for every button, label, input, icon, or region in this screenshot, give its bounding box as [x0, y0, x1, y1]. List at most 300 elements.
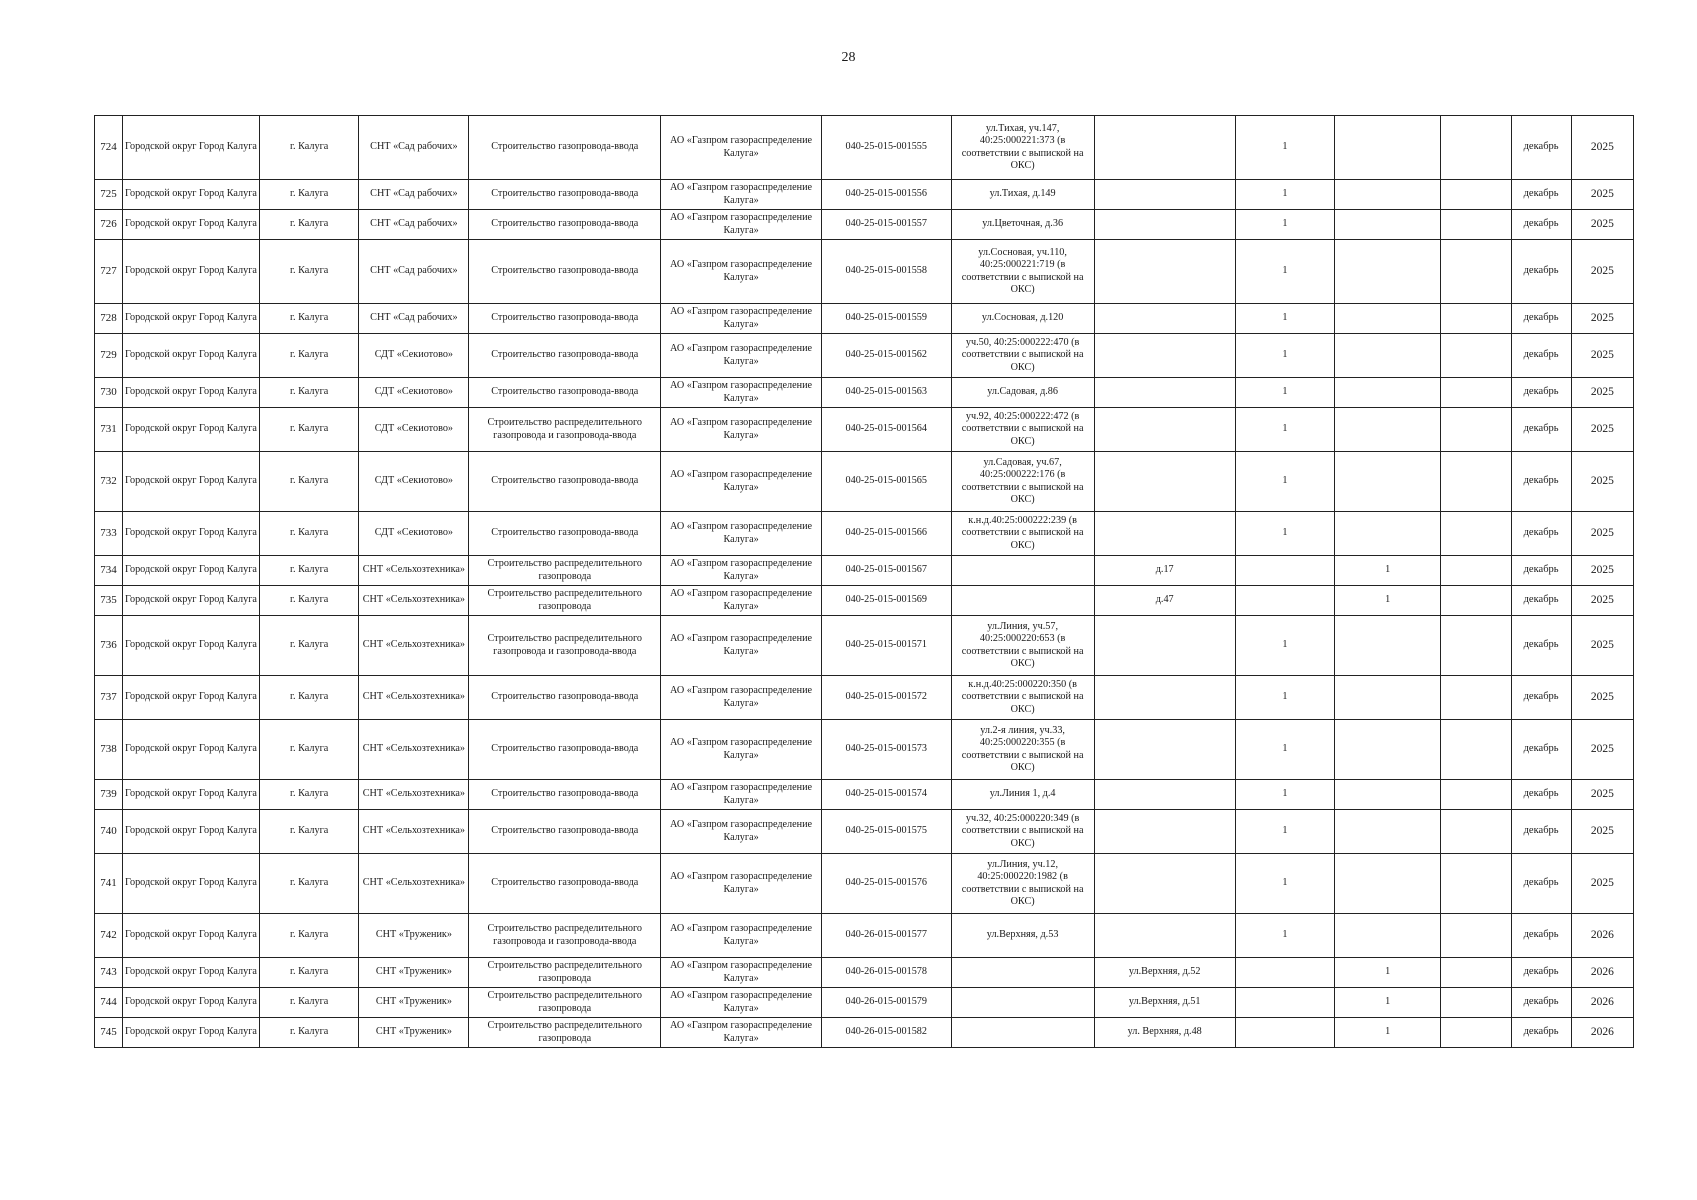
empty-cell	[1441, 512, 1512, 556]
row-number: 733	[95, 512, 123, 556]
empty-cell	[1441, 586, 1512, 616]
count-distribution-cell	[1335, 210, 1441, 240]
year-cell: 2025	[1571, 676, 1633, 720]
operator-cell: АО «Газпром газораспределение Калуга»	[661, 556, 822, 586]
row-number: 731	[95, 408, 123, 452]
settlement-cell: СНТ «Сад рабочих»	[359, 240, 469, 304]
distribution-address-cell	[1094, 720, 1235, 780]
object-code-cell: 040-25-015-001557	[821, 210, 951, 240]
object-code-cell: 040-25-015-001569	[821, 586, 951, 616]
work-type-cell: Строительство распределительного газопровода	[469, 556, 661, 586]
row-number: 739	[95, 780, 123, 810]
work-type-cell: Строительство газопровода-ввода	[469, 810, 661, 854]
count-inlet-cell: 1	[1235, 616, 1335, 676]
empty-cell	[1441, 180, 1512, 210]
address-cell: ул.Тихая, уч.147, 40:25:000221:373 (в соответствии с выпиской на ОКС)	[951, 116, 1094, 180]
empty-cell	[1441, 958, 1512, 988]
district-cell: Городской округ Город Калуга	[123, 452, 260, 512]
object-code-cell: 040-25-015-001567	[821, 556, 951, 586]
count-distribution-cell	[1335, 780, 1441, 810]
operator-cell: АО «Газпром газораспределение Калуга»	[661, 720, 822, 780]
month-cell: декабрь	[1511, 556, 1571, 586]
page-number: 28	[841, 50, 856, 65]
operator-cell: АО «Газпром газораспределение Калуга»	[661, 676, 822, 720]
address-cell: уч.92, 40:25:000222:472 (в соответствии с выпиской на ОКС)	[951, 408, 1094, 452]
month-cell: декабрь	[1511, 958, 1571, 988]
operator-cell: АО «Газпром газораспределение Калуга»	[661, 914, 822, 958]
empty-cell	[1441, 1018, 1512, 1048]
table-row	[95, 210, 1634, 240]
distribution-address-cell	[1094, 810, 1235, 854]
district-cell: Городской округ Город Калуга	[123, 676, 260, 720]
count-inlet-cell: 1	[1235, 854, 1335, 914]
month-cell: декабрь	[1511, 854, 1571, 914]
district-cell: Городской округ Город Калуга	[123, 988, 260, 1018]
row-number: 736	[95, 616, 123, 676]
table-row	[95, 988, 1634, 1018]
address-cell: ул.Садовая, уч.67, 40:25:000222:176 (в соответствии с выпиской на ОКС)	[951, 452, 1094, 512]
count-inlet-cell	[1235, 556, 1335, 586]
operator-cell: АО «Газпром газораспределение Калуга»	[661, 378, 822, 408]
count-distribution-cell	[1335, 240, 1441, 304]
row-number: 724	[95, 116, 123, 180]
city-cell: г. Калуга	[259, 958, 359, 988]
month-cell: декабрь	[1511, 586, 1571, 616]
city-cell: г. Калуга	[259, 408, 359, 452]
address-cell: уч.50, 40:25:000222:470 (в соответствии с выпиской на ОКС)	[951, 334, 1094, 378]
count-inlet-cell: 1	[1235, 180, 1335, 210]
month-cell: декабрь	[1511, 720, 1571, 780]
operator-cell: АО «Газпром газораспределение Калуга»	[661, 1018, 822, 1048]
year-cell: 2025	[1571, 304, 1633, 334]
table-row	[95, 334, 1634, 378]
count-distribution-cell	[1335, 378, 1441, 408]
work-type-cell: Строительство газопровода-ввода	[469, 720, 661, 780]
distribution-address-cell	[1094, 914, 1235, 958]
count-distribution-cell	[1335, 676, 1441, 720]
settlement-cell: СДТ «Секиотово»	[359, 452, 469, 512]
count-inlet-cell	[1235, 988, 1335, 1018]
year-cell: 2025	[1571, 408, 1633, 452]
settlement-cell: СНТ «Труженик»	[359, 958, 469, 988]
address-cell: к.н.д.40:25:000220:350 (в соответствии с выпиской на ОКС)	[951, 676, 1094, 720]
object-code-cell: 040-25-015-001555	[821, 116, 951, 180]
month-cell: декабрь	[1511, 210, 1571, 240]
object-code-cell: 040-25-015-001573	[821, 720, 951, 780]
work-type-cell: Строительство газопровода-ввода	[469, 452, 661, 512]
object-code-cell: 040-25-015-001572	[821, 676, 951, 720]
settlement-cell: СНТ «Сельхозтехника»	[359, 676, 469, 720]
month-cell: декабрь	[1511, 988, 1571, 1018]
address-cell: ул.Сосновая, уч.110, 40:25:000221:719 (в соответствии с выпиской на ОКС)	[951, 240, 1094, 304]
table-row	[95, 378, 1634, 408]
address-cell: ул.Тихая, д.149	[951, 180, 1094, 210]
address-cell: ул.Линия, уч.57, 40:25:000220:653 (в соответствии с выпиской на ОКС)	[951, 616, 1094, 676]
district-cell: Городской округ Город Калуга	[123, 210, 260, 240]
table-row	[95, 676, 1634, 720]
distribution-address-cell	[1094, 780, 1235, 810]
empty-cell	[1441, 408, 1512, 452]
year-cell: 2026	[1571, 958, 1633, 988]
operator-cell: АО «Газпром газораспределение Калуга»	[661, 810, 822, 854]
table-row	[95, 720, 1634, 780]
table-row	[95, 854, 1634, 914]
empty-cell	[1441, 810, 1512, 854]
count-distribution-cell	[1335, 616, 1441, 676]
district-cell: Городской округ Город Калуга	[123, 914, 260, 958]
distribution-address-cell: ул.Верхняя, д.52	[1094, 958, 1235, 988]
row-number: 727	[95, 240, 123, 304]
distribution-address-cell	[1094, 180, 1235, 210]
operator-cell: АО «Газпром газораспределение Калуга»	[661, 180, 822, 210]
year-cell: 2025	[1571, 116, 1633, 180]
empty-cell	[1441, 676, 1512, 720]
city-cell: г. Калуга	[259, 676, 359, 720]
address-cell: ул.Линия 1, д.4	[951, 780, 1094, 810]
work-type-cell: Строительство газопровода-ввода	[469, 116, 661, 180]
year-cell: 2026	[1571, 914, 1633, 958]
count-inlet-cell	[1235, 1018, 1335, 1048]
empty-cell	[1441, 304, 1512, 334]
work-type-cell: Строительство распределительного газопровода и газопровода-ввода	[469, 914, 661, 958]
year-cell: 2026	[1571, 1018, 1633, 1048]
city-cell: г. Калуга	[259, 586, 359, 616]
distribution-address-cell	[1094, 304, 1235, 334]
distribution-address-cell	[1094, 210, 1235, 240]
empty-cell	[1441, 720, 1512, 780]
object-code-cell: 040-25-015-001566	[821, 512, 951, 556]
distribution-address-cell	[1094, 616, 1235, 676]
address-cell: ул.Верхняя, д.53	[951, 914, 1094, 958]
distribution-address-cell	[1094, 408, 1235, 452]
work-type-cell: Строительство газопровода-ввода	[469, 334, 661, 378]
work-type-cell: Строительство газопровода-ввода	[469, 378, 661, 408]
district-cell: Городской округ Город Калуга	[123, 116, 260, 180]
city-cell: г. Калуга	[259, 914, 359, 958]
object-code-cell: 040-25-015-001565	[821, 452, 951, 512]
month-cell: декабрь	[1511, 304, 1571, 334]
row-number: 732	[95, 452, 123, 512]
address-cell	[951, 1018, 1094, 1048]
count-inlet-cell	[1235, 958, 1335, 988]
count-inlet-cell: 1	[1235, 116, 1335, 180]
settlement-cell: СНТ «Сельхозтехника»	[359, 780, 469, 810]
settlement-cell: СДТ «Секиотово»	[359, 512, 469, 556]
city-cell: г. Калуга	[259, 452, 359, 512]
year-cell: 2025	[1571, 452, 1633, 512]
empty-cell	[1441, 452, 1512, 512]
distribution-address-cell	[1094, 116, 1235, 180]
month-cell: декабрь	[1511, 180, 1571, 210]
district-cell: Городской округ Город Калуга	[123, 334, 260, 378]
table-row	[95, 116, 1634, 180]
row-number: 725	[95, 180, 123, 210]
count-distribution-cell	[1335, 720, 1441, 780]
month-cell: декабрь	[1511, 240, 1571, 304]
operator-cell: АО «Газпром газораспределение Калуга»	[661, 780, 822, 810]
table-row	[95, 408, 1634, 452]
city-cell: г. Калуга	[259, 180, 359, 210]
empty-cell	[1441, 556, 1512, 586]
count-distribution-cell	[1335, 810, 1441, 854]
operator-cell: АО «Газпром газораспределение Калуга»	[661, 408, 822, 452]
city-cell: г. Калуга	[259, 1018, 359, 1048]
work-type-cell: Строительство газопровода-ввода	[469, 304, 661, 334]
empty-cell	[1441, 988, 1512, 1018]
address-cell: ул.Сосновая, д.120	[951, 304, 1094, 334]
count-distribution-cell	[1335, 512, 1441, 556]
operator-cell: АО «Газпром газораспределение Калуга»	[661, 240, 822, 304]
work-type-cell: Строительство газопровода-ввода	[469, 512, 661, 556]
count-distribution-cell: 1	[1335, 586, 1441, 616]
count-inlet-cell: 1	[1235, 334, 1335, 378]
distribution-address-cell	[1094, 334, 1235, 378]
row-number: 734	[95, 556, 123, 586]
year-cell: 2025	[1571, 180, 1633, 210]
empty-cell	[1441, 914, 1512, 958]
count-distribution-cell: 1	[1335, 988, 1441, 1018]
year-cell: 2025	[1571, 616, 1633, 676]
month-cell: декабрь	[1511, 914, 1571, 958]
count-distribution-cell: 1	[1335, 1018, 1441, 1048]
district-cell: Городской округ Город Калуга	[123, 958, 260, 988]
distribution-address-cell	[1094, 854, 1235, 914]
work-type-cell: Строительство газопровода-ввода	[469, 854, 661, 914]
count-inlet-cell: 1	[1235, 240, 1335, 304]
address-cell: ул.Линия, уч.12, 40:25:000220:1982 (в соответствии с выпиской на ОКС)	[951, 854, 1094, 914]
settlement-cell: СНТ «Труженик»	[359, 1018, 469, 1048]
work-type-cell: Строительство распределительного газопровода и газопровода-ввода	[469, 408, 661, 452]
object-code-cell: 040-25-015-001556	[821, 180, 951, 210]
work-type-cell: Строительство распределительного газопровода	[469, 958, 661, 988]
settlement-cell: СНТ «Сад рабочих»	[359, 304, 469, 334]
table-row	[95, 452, 1634, 512]
month-cell: декабрь	[1511, 616, 1571, 676]
row-number: 737	[95, 676, 123, 720]
year-cell: 2025	[1571, 334, 1633, 378]
empty-cell	[1441, 240, 1512, 304]
count-distribution-cell: 1	[1335, 556, 1441, 586]
year-cell: 2025	[1571, 720, 1633, 780]
count-distribution-cell: 1	[1335, 958, 1441, 988]
count-inlet-cell: 1	[1235, 452, 1335, 512]
row-number: 728	[95, 304, 123, 334]
settlement-cell: СНТ «Сад рабочих»	[359, 116, 469, 180]
address-cell: ул.Цветочная, д.36	[951, 210, 1094, 240]
count-distribution-cell	[1335, 408, 1441, 452]
district-cell: Городской округ Город Калуга	[123, 512, 260, 556]
settlement-cell: СНТ «Сельхозтехника»	[359, 586, 469, 616]
count-distribution-cell	[1335, 854, 1441, 914]
city-cell: г. Калуга	[259, 988, 359, 1018]
table-row	[95, 512, 1634, 556]
table-row	[95, 180, 1634, 210]
month-cell: декабрь	[1511, 452, 1571, 512]
settlement-cell: СДТ «Секиотово»	[359, 334, 469, 378]
city-cell: г. Калуга	[259, 210, 359, 240]
address-cell: уч.32, 40:25:000220:349 (в соответствии с выпиской на ОКС)	[951, 810, 1094, 854]
object-code-cell: 040-26-015-001577	[821, 914, 951, 958]
row-number: 738	[95, 720, 123, 780]
year-cell: 2025	[1571, 512, 1633, 556]
operator-cell: АО «Газпром газораспределение Калуга»	[661, 958, 822, 988]
operator-cell: АО «Газпром газораспределение Калуга»	[661, 334, 822, 378]
row-number: 743	[95, 958, 123, 988]
city-cell: г. Калуга	[259, 854, 359, 914]
city-cell: г. Калуга	[259, 616, 359, 676]
table-row	[95, 914, 1634, 958]
work-type-cell: Строительство распределительного газопровода и газопровода-ввода	[469, 616, 661, 676]
settlement-cell: СНТ «Сельхозтехника»	[359, 854, 469, 914]
district-cell: Городской округ Город Калуга	[123, 780, 260, 810]
city-cell: г. Калуга	[259, 780, 359, 810]
month-cell: декабрь	[1511, 676, 1571, 720]
work-type-cell: Строительство газопровода-ввода	[469, 180, 661, 210]
row-number: 741	[95, 854, 123, 914]
operator-cell: АО «Газпром газораспределение Калуга»	[661, 988, 822, 1018]
distribution-address-cell: д.17	[1094, 556, 1235, 586]
empty-cell	[1441, 780, 1512, 810]
settlement-cell: СНТ «Труженик»	[359, 988, 469, 1018]
month-cell: декабрь	[1511, 334, 1571, 378]
year-cell: 2025	[1571, 240, 1633, 304]
month-cell: декабрь	[1511, 408, 1571, 452]
year-cell: 2025	[1571, 378, 1633, 408]
city-cell: г. Калуга	[259, 304, 359, 334]
count-distribution-cell	[1335, 304, 1441, 334]
operator-cell: АО «Газпром газораспределение Калуга»	[661, 586, 822, 616]
schedule-table-container	[94, 115, 1634, 1048]
settlement-cell: СНТ «Сад рабочих»	[359, 180, 469, 210]
month-cell: декабрь	[1511, 116, 1571, 180]
count-inlet-cell: 1	[1235, 378, 1335, 408]
year-cell: 2026	[1571, 988, 1633, 1018]
count-inlet-cell: 1	[1235, 210, 1335, 240]
district-cell: Городской округ Город Калуга	[123, 304, 260, 334]
district-cell: Городской округ Город Калуга	[123, 180, 260, 210]
table-body	[95, 116, 1634, 1048]
city-cell: г. Калуга	[259, 116, 359, 180]
distribution-address-cell	[1094, 512, 1235, 556]
settlement-cell: СНТ «Сад рабочих»	[359, 210, 469, 240]
count-inlet-cell: 1	[1235, 676, 1335, 720]
distribution-address-cell	[1094, 378, 1235, 408]
object-code-cell: 040-25-015-001563	[821, 378, 951, 408]
city-cell: г. Калуга	[259, 334, 359, 378]
district-cell: Городской округ Город Калуга	[123, 854, 260, 914]
object-code-cell: 040-25-015-001576	[821, 854, 951, 914]
row-number: 729	[95, 334, 123, 378]
count-inlet-cell	[1235, 586, 1335, 616]
work-type-cell: Строительство распределительного газопровода	[469, 1018, 661, 1048]
table-row	[95, 958, 1634, 988]
row-number: 730	[95, 378, 123, 408]
month-cell: декабрь	[1511, 378, 1571, 408]
empty-cell	[1441, 378, 1512, 408]
object-code-cell: 040-26-015-001579	[821, 988, 951, 1018]
table-row	[95, 780, 1634, 810]
count-distribution-cell	[1335, 180, 1441, 210]
operator-cell: АО «Газпром газораспределение Калуга»	[661, 452, 822, 512]
work-type-cell: Строительство газопровода-ввода	[469, 240, 661, 304]
object-code-cell: 040-25-015-001571	[821, 616, 951, 676]
operator-cell: АО «Газпром газораспределение Калуга»	[661, 210, 822, 240]
object-code-cell: 040-26-015-001578	[821, 958, 951, 988]
year-cell: 2025	[1571, 810, 1633, 854]
row-number: 726	[95, 210, 123, 240]
empty-cell	[1441, 210, 1512, 240]
address-cell	[951, 988, 1094, 1018]
table-row	[95, 304, 1634, 334]
year-cell: 2025	[1571, 854, 1633, 914]
gas-pipeline-schedule-table	[94, 115, 1634, 1048]
count-distribution-cell	[1335, 116, 1441, 180]
object-code-cell: 040-25-015-001559	[821, 304, 951, 334]
object-code-cell: 040-25-015-001574	[821, 780, 951, 810]
work-type-cell: Строительство распределительного газопровода	[469, 586, 661, 616]
city-cell: г. Калуга	[259, 810, 359, 854]
city-cell: г. Калуга	[259, 720, 359, 780]
table-row	[95, 586, 1634, 616]
city-cell: г. Калуга	[259, 378, 359, 408]
count-inlet-cell: 1	[1235, 914, 1335, 958]
address-cell: ул.2-я линия, уч.33, 40:25:000220:355 (в соответствии с выпиской на ОКС)	[951, 720, 1094, 780]
year-cell: 2025	[1571, 586, 1633, 616]
row-number: 742	[95, 914, 123, 958]
count-inlet-cell: 1	[1235, 810, 1335, 854]
distribution-address-cell	[1094, 452, 1235, 512]
settlement-cell: СНТ «Сельхозтехника»	[359, 616, 469, 676]
address-cell	[951, 958, 1094, 988]
row-number: 744	[95, 988, 123, 1018]
count-inlet-cell: 1	[1235, 512, 1335, 556]
count-inlet-cell: 1	[1235, 780, 1335, 810]
settlement-cell: СДТ «Секиотово»	[359, 378, 469, 408]
table-row	[95, 810, 1634, 854]
year-cell: 2025	[1571, 780, 1633, 810]
settlement-cell: СНТ «Сельхозтехника»	[359, 720, 469, 780]
operator-cell: АО «Газпром газораспределение Калуга»	[661, 512, 822, 556]
district-cell: Городской округ Город Калуга	[123, 586, 260, 616]
count-inlet-cell: 1	[1235, 304, 1335, 334]
count-inlet-cell: 1	[1235, 720, 1335, 780]
count-distribution-cell	[1335, 334, 1441, 378]
district-cell: Городской округ Город Калуга	[123, 378, 260, 408]
object-code-cell: 040-25-015-001564	[821, 408, 951, 452]
settlement-cell: СДТ «Секиотово»	[359, 408, 469, 452]
month-cell: декабрь	[1511, 1018, 1571, 1048]
count-inlet-cell: 1	[1235, 408, 1335, 452]
row-number: 740	[95, 810, 123, 854]
district-cell: Городской округ Город Калуга	[123, 616, 260, 676]
month-cell: декабрь	[1511, 810, 1571, 854]
empty-cell	[1441, 334, 1512, 378]
district-cell: Городской округ Город Калуга	[123, 720, 260, 780]
distribution-address-cell: д.47	[1094, 586, 1235, 616]
empty-cell	[1441, 116, 1512, 180]
address-cell: ул.Садовая, д.86	[951, 378, 1094, 408]
operator-cell: АО «Газпром газораспределение Калуга»	[661, 616, 822, 676]
year-cell: 2025	[1571, 210, 1633, 240]
operator-cell: АО «Газпром газораспределение Калуга»	[661, 304, 822, 334]
row-number: 735	[95, 586, 123, 616]
empty-cell	[1441, 854, 1512, 914]
settlement-cell: СНТ «Сельхозтехника»	[359, 810, 469, 854]
city-cell: г. Калуга	[259, 556, 359, 586]
settlement-cell: СНТ «Труженик»	[359, 914, 469, 958]
row-number: 745	[95, 1018, 123, 1048]
settlement-cell: СНТ «Сельхозтехника»	[359, 556, 469, 586]
